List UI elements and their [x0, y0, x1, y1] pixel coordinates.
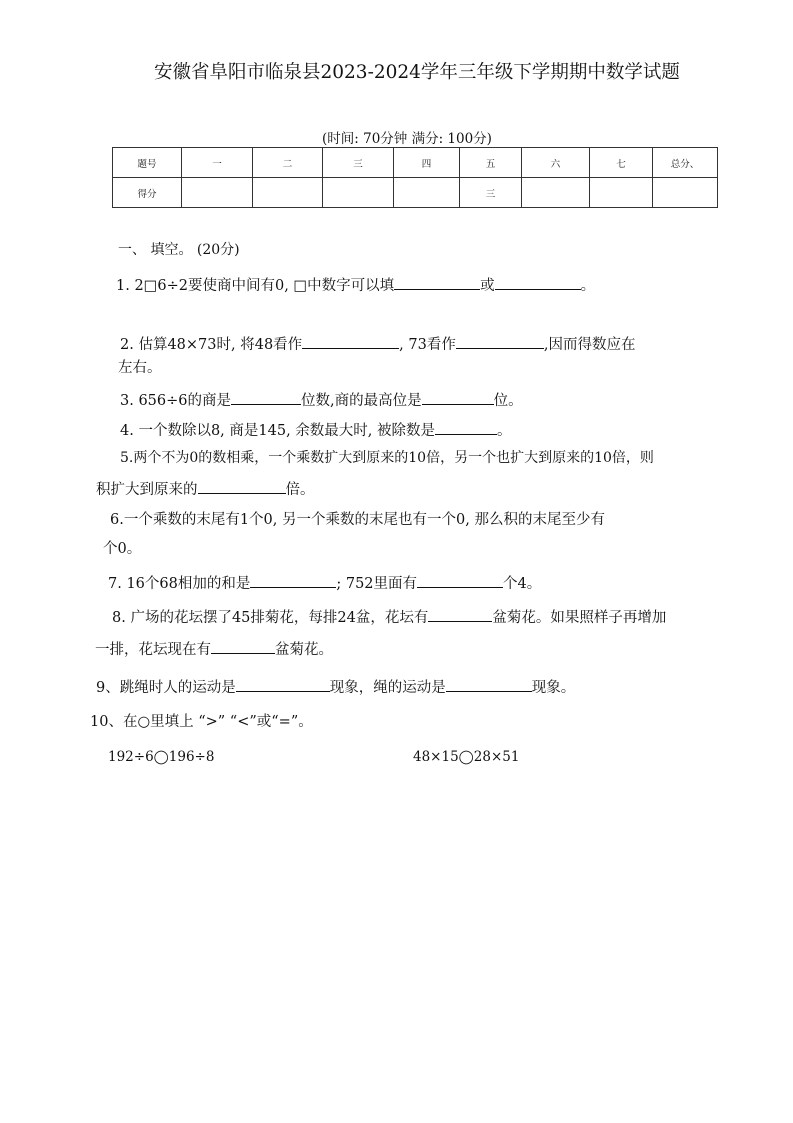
question-8-cont [95, 638, 333, 660]
score-table-cell [590, 178, 653, 208]
score-table-cell: 六 [522, 148, 590, 178]
question-text: 现象，绳的运动是 [329, 680, 446, 696]
question-text: 位。 [493, 393, 523, 409]
question-10: 10、在○里填上 “>” “<”或“=”。 [90, 714, 313, 730]
question-6-cont: 个0。 [103, 541, 142, 557]
question-text: 一排，花坛现在有 [95, 642, 211, 658]
score-table-cell: 三 [323, 148, 394, 178]
question-text: 盆菊花。如果照样子再增加 [492, 610, 667, 626]
answer-blank[interactable] [417, 572, 503, 588]
question-text: 7. 16个68相加的和是 [108, 576, 251, 592]
answer-blank[interactable] [302, 333, 399, 349]
score-table-cell: 三 [460, 178, 522, 208]
question-text: 3. 656÷6的商是 [120, 393, 231, 409]
question-7 [108, 572, 541, 594]
score-table [112, 147, 718, 208]
answer-blank[interactable] [435, 419, 497, 435]
score-table-cell: 二 [253, 148, 323, 178]
answer-blank[interactable] [211, 638, 275, 654]
question-text: 。 [497, 423, 512, 439]
question-text: 2. 估算48×73时, 将48看作 [120, 337, 303, 353]
question-text: 1. 2□6÷2要使商中间有0, □中数字可以填 [116, 278, 395, 294]
score-table-cell [522, 178, 590, 208]
question-2 [120, 333, 635, 355]
question-text: , 73看作 [399, 337, 456, 353]
question-text: ,因而得数应在 [543, 337, 636, 353]
section-heading: 一、 填空。 (20分) [118, 242, 240, 258]
question-2-cont: 左右。 [118, 360, 162, 376]
answer-blank[interactable] [456, 333, 544, 349]
score-table-header-row [113, 148, 718, 178]
question-text: ; 752里面有 [336, 576, 418, 592]
score-table-cell: 题号 [113, 148, 182, 178]
comparison-1: 192÷6◯196÷8 [108, 749, 215, 765]
score-table-cell [323, 178, 394, 208]
score-table-score-row [113, 178, 718, 208]
score-table-cell [653, 178, 718, 208]
question-5-cont [96, 478, 315, 500]
page-title: 安徽省阜阳市临泉县2023-2024学年三年级下学期期中数学试题 [154, 62, 680, 83]
answer-blank[interactable] [231, 389, 301, 405]
question-8 [112, 606, 666, 628]
question-text: 位数,商的最高位是 [301, 393, 422, 409]
question-9 [96, 676, 575, 698]
question-text: 倍。 [285, 482, 315, 498]
score-table-cell [253, 178, 323, 208]
score-table-cell [394, 178, 460, 208]
question-text: 9、跳绳时人的运动是 [96, 680, 236, 696]
question-text: 个4。 [503, 576, 542, 592]
question-text: 现象。 [531, 680, 576, 696]
answer-blank[interactable] [495, 274, 581, 290]
score-table-cell: 总分、 [653, 148, 718, 178]
comparison-2: 48×15◯28×51 [413, 749, 520, 765]
answer-blank[interactable] [446, 676, 532, 692]
answer-blank[interactable] [198, 478, 286, 494]
question-6: 6.一个乘数的末尾有1个0, 另一个乘数的末尾也有一个0, 那么积的末尾至少有 [110, 512, 605, 528]
question-text: 4. 一个数除以8, 商是145, 余数最大时, 被除数是 [120, 423, 435, 439]
question-text: 积扩大到原来的 [96, 482, 198, 498]
answer-blank[interactable] [250, 572, 336, 588]
score-table-cell: 四 [394, 148, 460, 178]
question-text: 或 [480, 278, 495, 294]
score-table-cell: 五 [460, 148, 522, 178]
question-4 [120, 419, 512, 441]
score-table-cell: 七 [590, 148, 653, 178]
question-3 [120, 389, 523, 411]
answer-blank[interactable] [394, 274, 480, 290]
question-5: 5.两个不为0的数相乘，一个乘数扩大到原来的10倍，另一个也扩大到原来的10倍，则 [120, 450, 654, 466]
score-table-cell [182, 178, 253, 208]
score-table-cell: 一 [182, 148, 253, 178]
score-table-cell: 得分 [113, 178, 182, 208]
question-text: 8. 广场的花坛摆了45排菊花，每排24盆，花坛有 [112, 610, 429, 626]
answer-blank[interactable] [236, 676, 330, 692]
exam-info: (时间: 70分钟 满分: 100分) [322, 131, 492, 147]
question-1 [116, 274, 595, 296]
question-text: 盆菊花。 [275, 642, 333, 658]
answer-blank[interactable] [422, 389, 494, 405]
question-text: 。 [580, 278, 596, 294]
answer-blank[interactable] [428, 606, 492, 622]
